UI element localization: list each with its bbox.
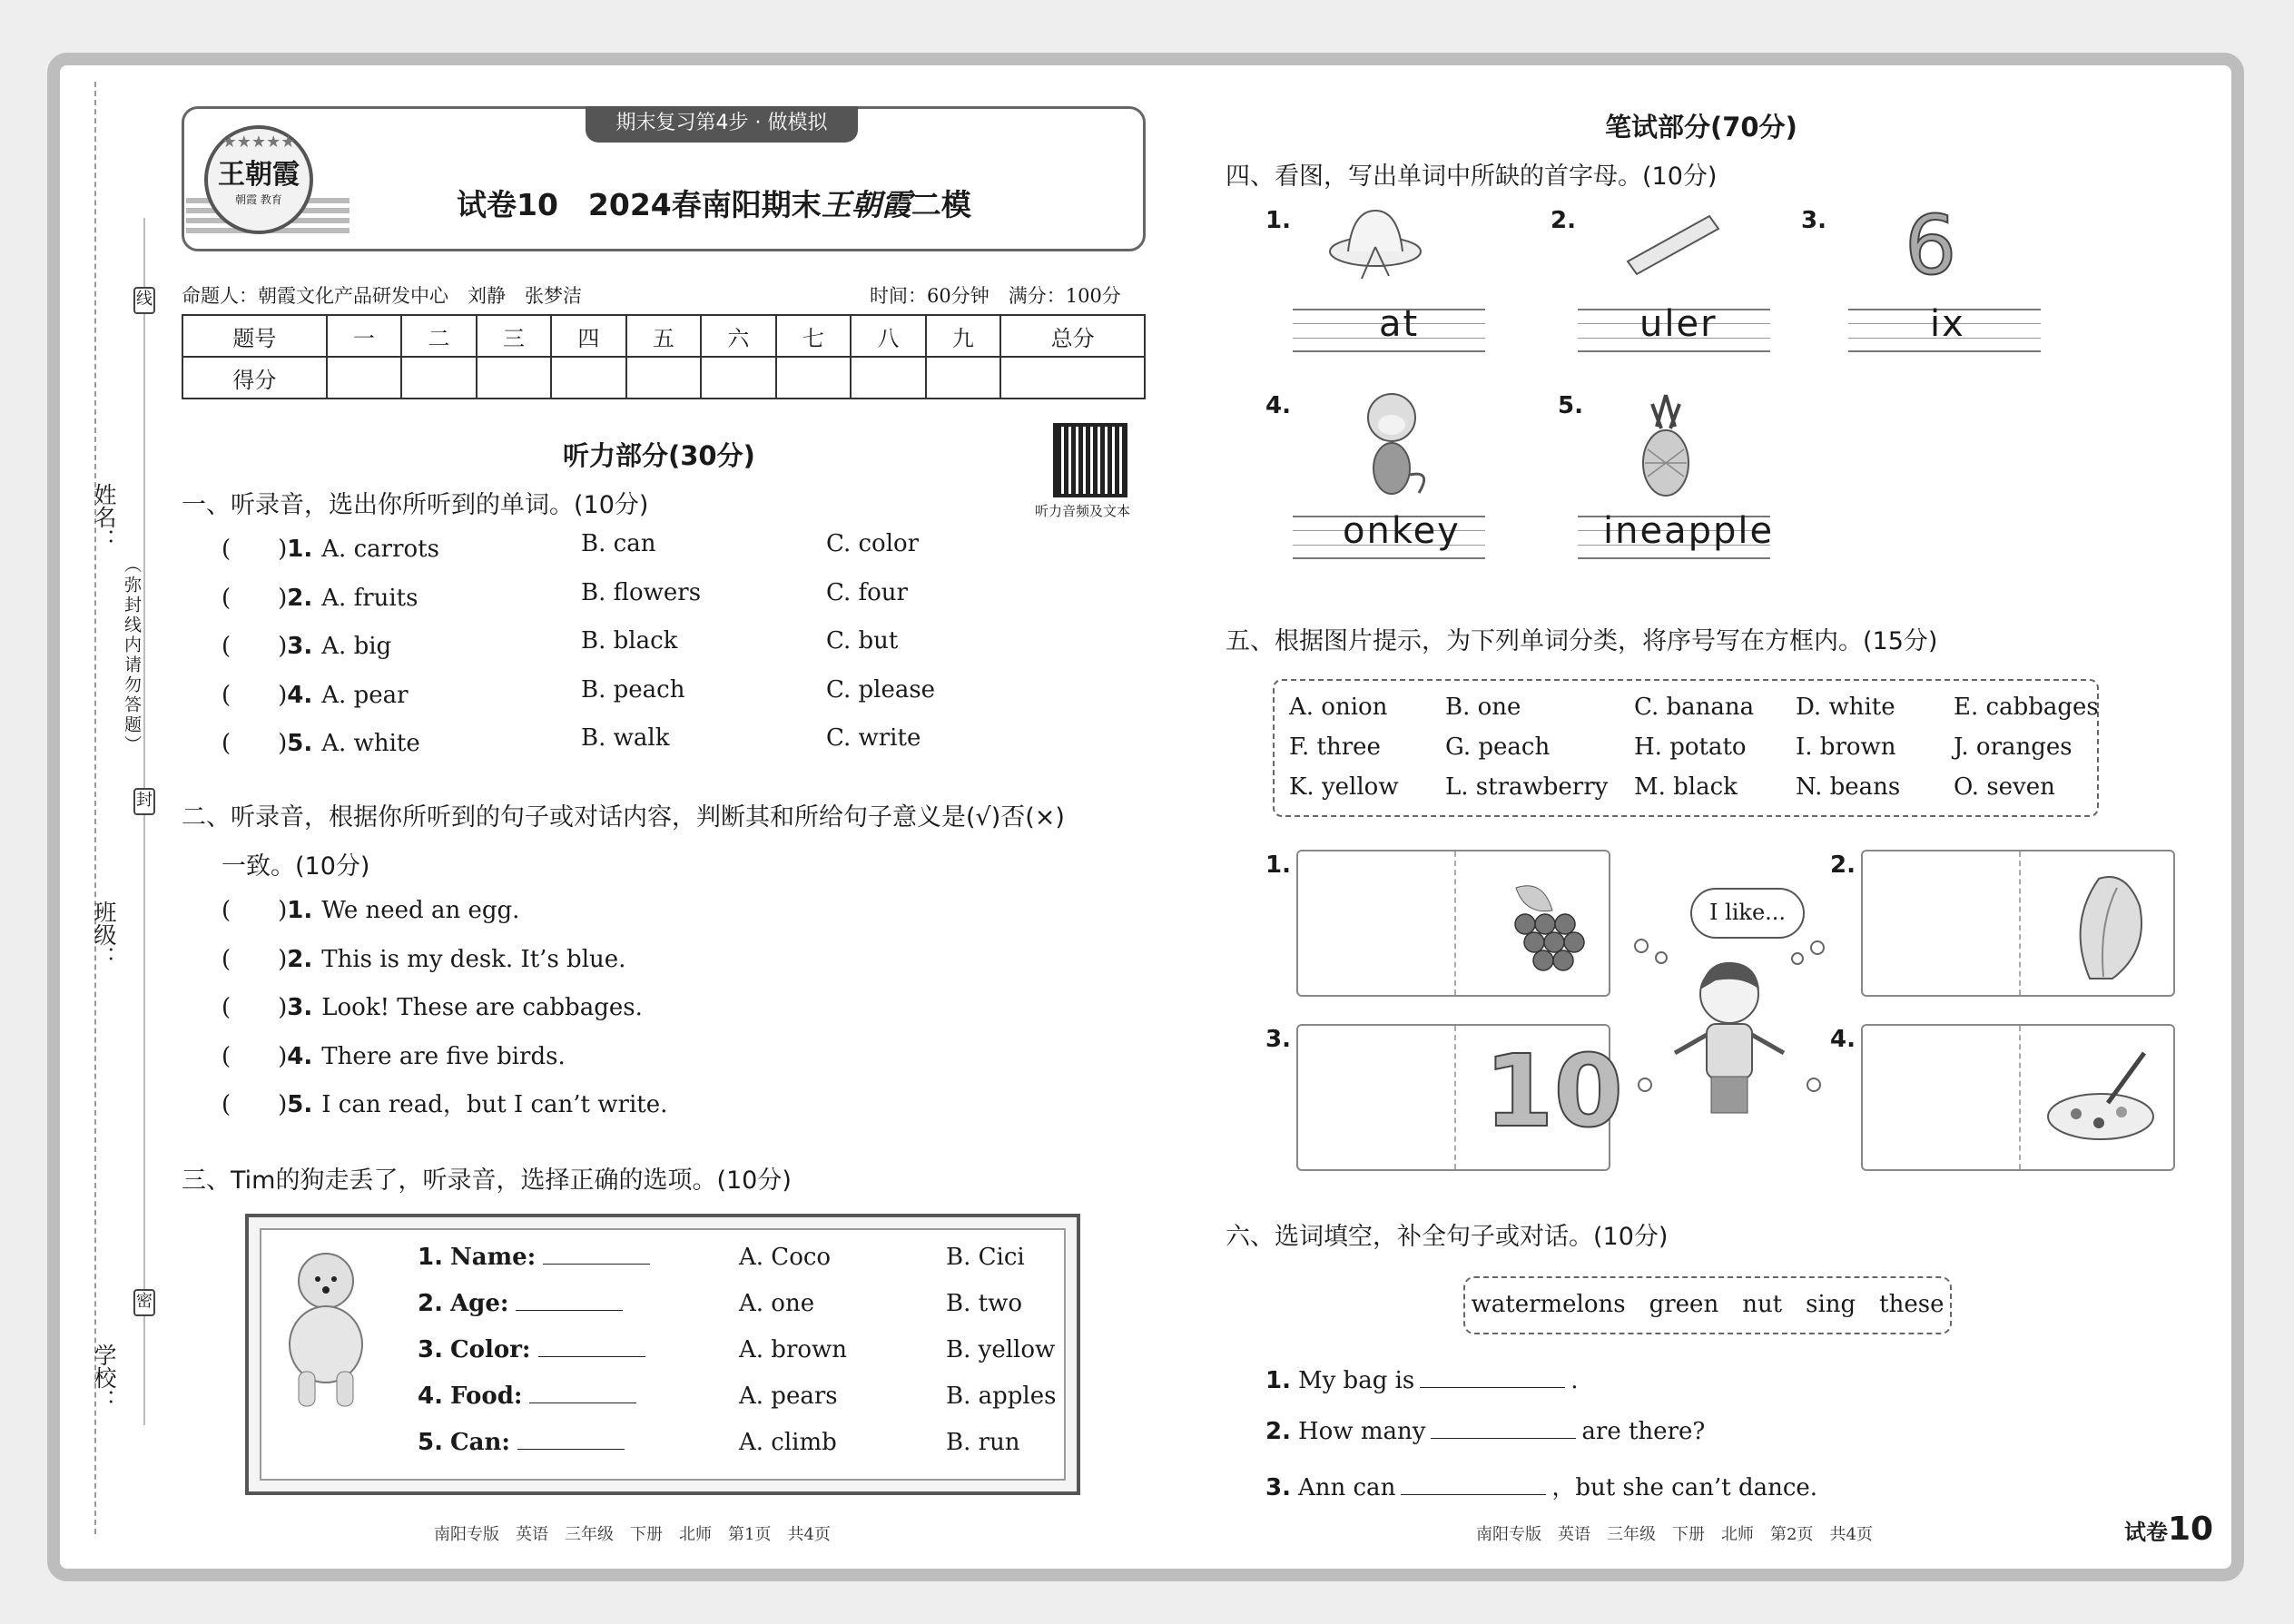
s6-word-bank: watermelons green nut sing these bbox=[1463, 1276, 1952, 1334]
s3-label: Name: bbox=[449, 1244, 537, 1271]
s3-item-num: 2. bbox=[418, 1290, 443, 1317]
s3-item-num: 3. bbox=[418, 1336, 443, 1363]
s1-item-num: 4. bbox=[287, 681, 313, 709]
s6-prefix: My bag is bbox=[1297, 1367, 1415, 1394]
s6-item bbox=[1265, 1367, 1579, 1394]
brand-logo bbox=[204, 125, 313, 234]
poodle-icon bbox=[276, 1245, 376, 1408]
s4-word-part: ix bbox=[1930, 303, 1965, 345]
s2-item bbox=[222, 1038, 566, 1071]
badge-num: 10 bbox=[2168, 1511, 2214, 1548]
s6-prefix: How many bbox=[1297, 1418, 1426, 1445]
option-a: A. fruits bbox=[321, 584, 418, 612]
s2-sentence: Look! These are cabbages. bbox=[321, 994, 643, 1021]
s2-item bbox=[222, 940, 625, 974]
score-entry-cell[interactable] bbox=[551, 357, 626, 399]
s2-item bbox=[222, 891, 519, 925]
s3-item bbox=[418, 1244, 650, 1271]
qr-code-icon[interactable] bbox=[1053, 423, 1127, 497]
option-a: A. pear bbox=[321, 681, 409, 709]
s3-option-a: A. pears bbox=[739, 1383, 838, 1410]
word-bank-item: N. beans bbox=[1796, 773, 1901, 801]
score-header-cell: 七 bbox=[776, 315, 852, 357]
option-b: B. peach bbox=[581, 675, 685, 704]
s3-item bbox=[418, 1429, 625, 1456]
exam-title-brand: 王朝霞 bbox=[821, 187, 911, 222]
s6-answer-blank[interactable] bbox=[1420, 1368, 1565, 1388]
option-b: B. can bbox=[581, 530, 656, 557]
footer-right: 南阳专版 英语 三年级 下册 北师 第2页 共4页 bbox=[1476, 1525, 1873, 1544]
name-label: 姓名： bbox=[91, 483, 117, 551]
box1-num: 1. bbox=[1265, 851, 1291, 879]
option-a: A. white bbox=[321, 730, 420, 757]
option-c: C. color bbox=[826, 530, 920, 557]
s4-word-part: onkey bbox=[1343, 510, 1461, 552]
name-line bbox=[143, 218, 145, 1425]
score-header-cell: 二 bbox=[401, 315, 477, 357]
score-header-cell: 六 bbox=[701, 315, 776, 357]
s1-item-num: 1. bbox=[287, 536, 313, 563]
s3-option-a: A. brown bbox=[739, 1336, 848, 1363]
s1-item bbox=[222, 676, 409, 710]
option-c: C. four bbox=[826, 578, 908, 606]
class-label: 班级： bbox=[91, 901, 117, 969]
s3-item bbox=[418, 1336, 645, 1363]
score-header-row bbox=[182, 315, 1145, 357]
score-entry-cell[interactable] bbox=[1000, 357, 1145, 399]
speech-bubble: I like... bbox=[1690, 888, 1805, 939]
monkey-icon bbox=[1351, 389, 1433, 497]
s6-item bbox=[1265, 1418, 1705, 1445]
box3-num: 3. bbox=[1265, 1026, 1291, 1053]
answer-bracket[interactable]: ( ) bbox=[222, 681, 288, 709]
s3-option-b: B. two bbox=[946, 1290, 1022, 1317]
s6-item-num: 2. bbox=[1265, 1418, 1291, 1445]
seal-notice: （弥封线内请勿答题） bbox=[122, 556, 142, 755]
s2-item-num: 4. bbox=[287, 1042, 313, 1070]
s3-option-b: B. run bbox=[946, 1429, 1020, 1456]
word-bank-item: E. cabbages bbox=[1954, 694, 2099, 721]
score-entry-cell[interactable] bbox=[926, 357, 1001, 399]
word-bank-item: M. black bbox=[1634, 773, 1738, 801]
word-bank-item: C. banana bbox=[1634, 694, 1755, 721]
s3-answer-blank[interactable] bbox=[543, 1245, 650, 1265]
s6-answer-blank[interactable] bbox=[1401, 1475, 1546, 1495]
s3-item bbox=[418, 1383, 636, 1410]
s6-prefix: Ann can bbox=[1297, 1474, 1396, 1501]
listening-title: 听力部分(30分) bbox=[563, 440, 755, 471]
category-box-1[interactable] bbox=[1296, 850, 1610, 997]
s3-label: Can: bbox=[449, 1429, 511, 1456]
judge-bracket[interactable]: ( ) bbox=[222, 897, 288, 924]
score-header-cell: 一 bbox=[327, 315, 402, 357]
palette-icon bbox=[2044, 1048, 2162, 1148]
s3-option-a: A. climb bbox=[739, 1429, 837, 1456]
s2-item-num: 5. bbox=[287, 1091, 313, 1118]
binding-line bbox=[94, 82, 96, 1534]
score-header-cell: 三 bbox=[477, 315, 552, 357]
s4-word-part: uler bbox=[1639, 303, 1718, 345]
s4-item-num: 1. bbox=[1265, 207, 1291, 234]
word-bank-item: J. oranges bbox=[1954, 733, 2072, 761]
box4-num: 4. bbox=[1830, 1026, 1856, 1053]
s2-item-num: 1. bbox=[287, 897, 313, 924]
s4-word-part: ineapple bbox=[1603, 510, 1775, 552]
option-b: B. walk bbox=[581, 724, 670, 752]
six-icon: 6 bbox=[1905, 198, 1957, 293]
judge-bracket[interactable]: ( ) bbox=[222, 994, 288, 1021]
s1-item bbox=[222, 579, 418, 613]
footer-left: 南阳专版 英语 三年级 下册 北师 第1页 共4页 bbox=[434, 1525, 831, 1544]
s3-label: Age: bbox=[449, 1290, 509, 1317]
s6-item-num: 1. bbox=[1265, 1367, 1291, 1394]
score-entry-cell[interactable] bbox=[401, 357, 477, 399]
s2-item-num: 2. bbox=[287, 945, 313, 973]
s6-item-num: 3. bbox=[1265, 1474, 1291, 1501]
seal-char-feng: 封 bbox=[133, 788, 155, 815]
score-header-cell: 八 bbox=[851, 315, 926, 357]
s3-item-num: 1. bbox=[418, 1244, 443, 1271]
score-entry-cell[interactable] bbox=[626, 357, 702, 399]
school-label: 学校： bbox=[91, 1343, 117, 1412]
s3-label: Color: bbox=[449, 1336, 531, 1363]
s2-sentence: I can read，but I can’t write. bbox=[321, 1091, 668, 1118]
judge-bracket[interactable]: ( ) bbox=[222, 945, 288, 973]
word-bank-item: D. white bbox=[1796, 694, 1895, 721]
score-header-cell: 九 bbox=[926, 315, 1001, 357]
word-bank-item: G. peach bbox=[1445, 733, 1551, 761]
s2-title-cont: 一致。(10分) bbox=[222, 852, 370, 881]
s6-suffix: . bbox=[1570, 1367, 1579, 1394]
exam-title-main: 试卷10 2024春南阳期末 bbox=[457, 187, 822, 222]
s4-title: 四、看图，写出单词中所缺的首字母。(10分) bbox=[1226, 162, 1718, 191]
s2-title: 二、听录音，根据你所听到的句子或对话内容，判断其和所给句子意义是(√)否(×) bbox=[182, 803, 1065, 832]
s3-title: 三、Tim的狗走丢了，听录音，选择正确的选项。(10分) bbox=[182, 1166, 792, 1195]
board-inner bbox=[260, 1228, 1066, 1481]
box2-num: 2. bbox=[1830, 851, 1856, 879]
exam-number-badge bbox=[2124, 1511, 2213, 1548]
s3-answer-blank[interactable] bbox=[529, 1383, 636, 1403]
option-b: B. flowers bbox=[581, 578, 702, 606]
s3-option-a: A. one bbox=[739, 1290, 815, 1317]
score-header-cell: 五 bbox=[626, 315, 702, 357]
category-box-3[interactable] bbox=[1296, 1024, 1624, 1171]
judge-bracket[interactable]: ( ) bbox=[222, 1042, 288, 1070]
word-bank-item: B. one bbox=[1445, 694, 1521, 721]
cabbage-icon bbox=[2063, 870, 2153, 983]
word-bank-item: F. three bbox=[1289, 733, 1381, 761]
logo-text: 王朝霞 bbox=[218, 159, 300, 191]
s3-item-num: 5. bbox=[418, 1429, 443, 1456]
score-value-row bbox=[182, 357, 1145, 399]
pineapple-icon bbox=[1634, 390, 1698, 499]
s1-item-num: 3. bbox=[287, 633, 313, 660]
word-bank-item: I. brown bbox=[1796, 733, 1896, 761]
exam-header bbox=[182, 106, 1146, 251]
word-bank-item: K. yellow bbox=[1289, 773, 1399, 801]
score-entry-cell[interactable] bbox=[851, 357, 926, 399]
score-header-cell: 四 bbox=[551, 315, 626, 357]
boy-icon bbox=[1625, 935, 1834, 1126]
hat-icon bbox=[1325, 202, 1425, 283]
badge-pre: 试卷 bbox=[2124, 1520, 2168, 1545]
s4-item-num: 3. bbox=[1801, 207, 1826, 234]
s3-answer-blank[interactable] bbox=[517, 1430, 625, 1450]
word-bank-item: L. strawberry bbox=[1445, 773, 1609, 801]
s1-item bbox=[222, 530, 439, 564]
s2-item bbox=[222, 989, 643, 1022]
score-table bbox=[182, 314, 1146, 399]
author-line: 命题人：朝霞文化产品研发中心 刘静 张梦洁 bbox=[182, 285, 582, 307]
writing-title: 笔试部分(70分) bbox=[1605, 112, 1797, 143]
s3-label: Food: bbox=[449, 1383, 523, 1410]
s4-word-part: at bbox=[1379, 303, 1420, 345]
seal-char-xian: 线 bbox=[133, 287, 155, 314]
answer-bracket[interactable]: ( ) bbox=[222, 633, 288, 660]
score-entry-cell[interactable] bbox=[327, 357, 402, 399]
option-c: C. write bbox=[826, 724, 921, 752]
category-box-4[interactable] bbox=[1861, 1024, 2175, 1171]
answer-bracket[interactable]: ( ) bbox=[222, 536, 288, 563]
s3-option-b: B. apples bbox=[946, 1383, 1057, 1410]
s6-suffix: ，but she can’t dance. bbox=[1551, 1474, 1818, 1501]
answer-bracket[interactable]: ( ) bbox=[222, 730, 288, 757]
s1-title: 一、听录音，选出你所听到的单词。(10分) bbox=[182, 491, 649, 519]
stars-icon: ★★★★★ bbox=[222, 133, 296, 152]
ten-icon: 10 bbox=[1484, 1033, 1624, 1149]
header-tab: 期末复习第4步 · 做模拟 bbox=[586, 106, 858, 143]
s6-suffix: are there? bbox=[1581, 1418, 1706, 1445]
score-label-cell: 得分 bbox=[182, 357, 327, 399]
s6-answer-blank[interactable] bbox=[1431, 1419, 1576, 1439]
s6-item bbox=[1265, 1469, 1817, 1502]
s2-item-num: 3. bbox=[287, 994, 313, 1021]
seal-char-mi: 密 bbox=[133, 1289, 155, 1316]
option-a: A. carrots bbox=[321, 536, 439, 563]
s3-option-b: B. Cici bbox=[946, 1244, 1025, 1271]
exam-title-tail: 二模 bbox=[911, 187, 971, 222]
score-entry-cell[interactable] bbox=[776, 357, 852, 399]
option-a: A. big bbox=[321, 633, 392, 660]
score-entry-cell[interactable] bbox=[701, 357, 776, 399]
grapes-icon bbox=[1489, 879, 1589, 979]
ruler-icon bbox=[1623, 207, 1723, 280]
exam-title bbox=[457, 182, 971, 224]
s1-item bbox=[222, 627, 391, 661]
score-header-cell: 题号 bbox=[182, 315, 327, 357]
word-bank-item: A. onion bbox=[1289, 694, 1388, 721]
word-bank-item: O. seven bbox=[1954, 773, 2055, 801]
s2-sentence: There are five birds. bbox=[321, 1042, 566, 1070]
s3-answer-blank[interactable] bbox=[516, 1291, 623, 1311]
s2-sentence: This is my desk. It’s blue. bbox=[321, 945, 626, 973]
s3-option-a: A. Coco bbox=[739, 1244, 832, 1271]
score-header-cell: 总分 bbox=[1000, 315, 1145, 357]
answer-bracket[interactable]: ( ) bbox=[222, 584, 288, 612]
s4-item-num: 2. bbox=[1551, 207, 1576, 234]
option-c: C. but bbox=[826, 627, 899, 655]
s5-title: 五、根据图片提示，为下列单词分类，将序号写在方框内。(15分) bbox=[1226, 627, 1938, 655]
s4-item-num: 4. bbox=[1265, 392, 1291, 419]
s1-item-num: 5. bbox=[287, 730, 313, 757]
s3-item-num: 4. bbox=[418, 1383, 443, 1410]
s1-item bbox=[222, 724, 420, 758]
s3-option-b: B. yellow bbox=[946, 1336, 1056, 1363]
word-bank-item: H. potato bbox=[1634, 733, 1747, 761]
time-line: 时间：60分钟 满分：100分 bbox=[870, 285, 1121, 307]
option-c: C. please bbox=[826, 675, 936, 704]
category-box-2[interactable] bbox=[1861, 850, 2175, 997]
s6-title: 六、选词填空，补全句子或对话。(10分) bbox=[1226, 1223, 1669, 1251]
s3-answer-blank[interactable] bbox=[538, 1337, 645, 1357]
s1-item-num: 2. bbox=[287, 584, 313, 612]
s3-item bbox=[418, 1290, 623, 1317]
option-b: B. black bbox=[581, 627, 678, 655]
s2-sentence: We need an egg. bbox=[321, 897, 520, 924]
logo-sub: 朝霞 教育 bbox=[235, 193, 282, 206]
s4-item-num: 5. bbox=[1558, 392, 1583, 419]
qr-caption: 听力音频及文本 bbox=[1035, 503, 1131, 519]
score-entry-cell[interactable] bbox=[477, 357, 552, 399]
s2-item bbox=[222, 1086, 667, 1119]
judge-bracket[interactable]: ( ) bbox=[222, 1091, 288, 1118]
